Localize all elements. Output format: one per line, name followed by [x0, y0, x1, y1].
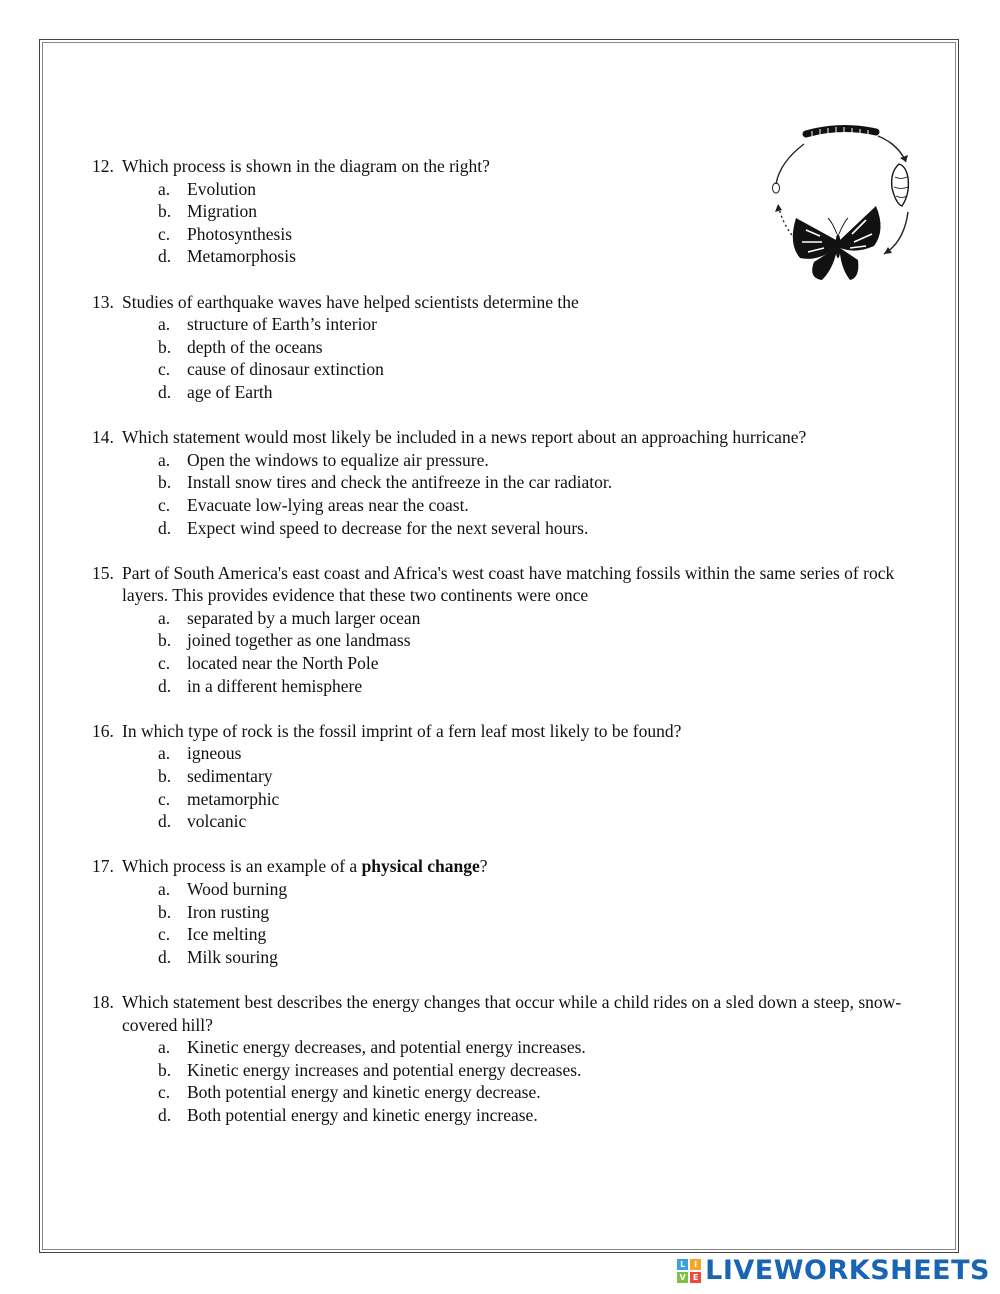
option-letter: a. — [158, 607, 171, 628]
option-text: Milk souring — [187, 946, 278, 967]
question-17 — [92, 855, 942, 968]
option-text: Wood burning — [187, 879, 288, 899]
logo-block: L — [677, 1259, 688, 1270]
question-number: 18. — [92, 991, 114, 1012]
answer-option[interactable] — [92, 788, 942, 811]
option-letter: c. — [158, 788, 171, 809]
option-letter: d. — [158, 517, 172, 538]
answer-option[interactable] — [92, 200, 942, 223]
question-16 — [92, 720, 942, 833]
answer-option[interactable] — [92, 742, 942, 765]
option-letter: b. — [158, 472, 172, 493]
logo-block: E — [690, 1272, 701, 1283]
option-text: Open the windows to equalize air pressure. — [187, 449, 489, 470]
answer-options — [92, 313, 942, 403]
option-text: separated by a much larger ocean — [187, 607, 421, 628]
answer-options — [92, 1036, 942, 1126]
question-stem — [92, 562, 942, 607]
answer-option[interactable] — [92, 923, 942, 946]
question-list — [92, 155, 942, 1149]
question-text: In which type of rock is the fossil imprint of a fern leaf most likely to be found? — [122, 720, 682, 741]
answer-option[interactable] — [92, 1036, 942, 1059]
option-letter: b. — [158, 901, 172, 922]
answer-option[interactable] — [92, 494, 942, 517]
question-text-part: Which process is an example of a — [122, 856, 362, 877]
question-12 — [92, 155, 942, 268]
question-text: Part of South America's east coast and Africa's west coast have matching fossils within the same series of rock layers. This provides evidence that these two continents were once — [122, 562, 895, 606]
option-letter: c. — [158, 1082, 171, 1103]
option-letter: a. — [158, 743, 171, 764]
option-letter: d. — [158, 246, 172, 267]
option-text: Both potential energy and kinetic energy increase. — [187, 1104, 538, 1125]
option-text: Install snow tires and check the antifreeze in the car radiator. — [187, 472, 613, 493]
option-text: Both potential energy and kinetic energy decrease. — [187, 1082, 541, 1103]
answer-option[interactable] — [92, 336, 942, 359]
option-letter: d. — [158, 946, 172, 967]
question-stem — [92, 855, 942, 878]
question-text-emphasis: physical change — [361, 856, 480, 877]
question-number: 16. — [92, 720, 114, 741]
answer-option[interactable] — [92, 245, 942, 268]
option-text: Evolution — [187, 178, 257, 199]
question-number: 15. — [92, 562, 114, 583]
option-letter: c. — [158, 653, 171, 674]
answer-option[interactable] — [92, 675, 942, 698]
option-text: Iron rusting — [187, 901, 270, 922]
question-number: 14. — [92, 427, 114, 448]
answer-option[interactable] — [92, 517, 942, 540]
option-letter: c. — [158, 924, 171, 945]
question-18 — [92, 991, 942, 1127]
answer-option[interactable] — [92, 901, 942, 924]
question-15 — [92, 562, 942, 698]
answer-option[interactable] — [92, 1059, 942, 1082]
option-letter: b. — [158, 630, 172, 651]
answer-option[interactable] — [92, 1104, 942, 1127]
option-text: Photosynthesis — [187, 223, 293, 244]
answer-option[interactable] — [92, 652, 942, 675]
option-letter: a. — [158, 314, 171, 335]
option-text: joined together as one landmass — [187, 630, 411, 651]
logo-block: I — [690, 1259, 701, 1270]
answer-option[interactable] — [92, 381, 942, 404]
option-text: metamorphic — [187, 788, 280, 809]
option-text: Expect wind speed to decrease for the next several hours. — [187, 517, 589, 538]
option-letter: c. — [158, 359, 171, 380]
question-stem — [92, 720, 942, 743]
option-text: Evacuate low-lying areas near the coast. — [187, 494, 469, 515]
question-text: Which process is shown in the diagram on the right? — [122, 156, 490, 176]
logo-block: V — [677, 1272, 688, 1283]
answer-option[interactable] — [92, 358, 942, 381]
answer-options — [92, 178, 942, 268]
option-text: sedimentary — [187, 766, 273, 787]
option-text: volcanic — [187, 811, 247, 832]
option-text: depth of the oceans — [187, 336, 323, 357]
question-stem — [92, 426, 942, 449]
option-letter: d. — [158, 811, 172, 832]
option-letter: b. — [158, 336, 172, 357]
option-letter: d. — [158, 381, 172, 402]
answer-option[interactable] — [92, 223, 942, 246]
option-text: in a different hemisphere — [187, 675, 363, 696]
answer-option[interactable] — [92, 629, 942, 652]
question-text — [122, 855, 942, 878]
answer-options — [92, 742, 942, 832]
option-letter: d. — [158, 1104, 172, 1125]
question-stem — [92, 155, 942, 178]
answer-option[interactable] — [92, 878, 942, 901]
answer-option[interactable] — [92, 313, 942, 336]
option-letter: c. — [158, 223, 171, 244]
answer-options — [92, 449, 942, 539]
option-text: age of Earth — [187, 381, 273, 402]
question-14 — [92, 426, 942, 539]
option-letter: b. — [158, 201, 172, 222]
answer-option[interactable] — [92, 810, 942, 833]
question-number: 12. — [92, 156, 114, 176]
answer-option[interactable] — [92, 471, 942, 494]
question-text: Which statement best describes the energy changes that occur while a child rides on a sled down a steep, snow-covered hill? — [122, 991, 902, 1035]
question-text-part: ? — [479, 856, 488, 877]
answer-option[interactable] — [92, 1081, 942, 1104]
option-text: igneous — [187, 743, 242, 764]
question-stem — [92, 291, 942, 314]
option-text: Ice melting — [187, 924, 267, 945]
option-letter: b. — [158, 1059, 172, 1080]
answer-option[interactable] — [92, 946, 942, 969]
option-text: Migration — [187, 201, 257, 222]
liveworksheets-logo — [677, 1255, 990, 1286]
logo-blocks — [677, 1259, 701, 1283]
answer-options — [92, 607, 942, 697]
option-letter: a. — [158, 879, 171, 899]
logo-text: LIVEWORKSHEETS — [705, 1255, 990, 1286]
answer-option[interactable] — [92, 765, 942, 788]
option-letter: d. — [158, 675, 172, 696]
question-stem — [92, 991, 942, 1036]
question-text: Which statement would most likely be included in a news report about an approaching hurricane? — [122, 427, 807, 448]
answer-option[interactable] — [92, 607, 942, 630]
option-letter: a. — [158, 449, 171, 470]
option-text: Kinetic energy increases and potential energy decreases. — [187, 1059, 582, 1080]
option-letter: b. — [158, 766, 172, 787]
question-number: 17. — [92, 856, 114, 877]
answer-option[interactable] — [92, 178, 942, 201]
answer-options — [92, 878, 942, 968]
option-text: cause of dinosaur extinction — [187, 359, 384, 380]
answer-option[interactable] — [92, 449, 942, 472]
option-letter: c. — [158, 494, 171, 515]
option-text: Metamorphosis — [187, 246, 296, 267]
option-text: structure of Earth’s interior — [187, 314, 378, 335]
question-text: Studies of earthquake waves have helped scientists determine the — [122, 291, 579, 312]
option-text: Kinetic energy decreases, and potential energy increases. — [187, 1037, 586, 1058]
option-letter: a. — [158, 1037, 171, 1058]
option-letter: a. — [158, 178, 171, 199]
option-text: located near the North Pole — [187, 653, 379, 674]
question-number: 13. — [92, 291, 114, 312]
question-13 — [92, 291, 942, 404]
